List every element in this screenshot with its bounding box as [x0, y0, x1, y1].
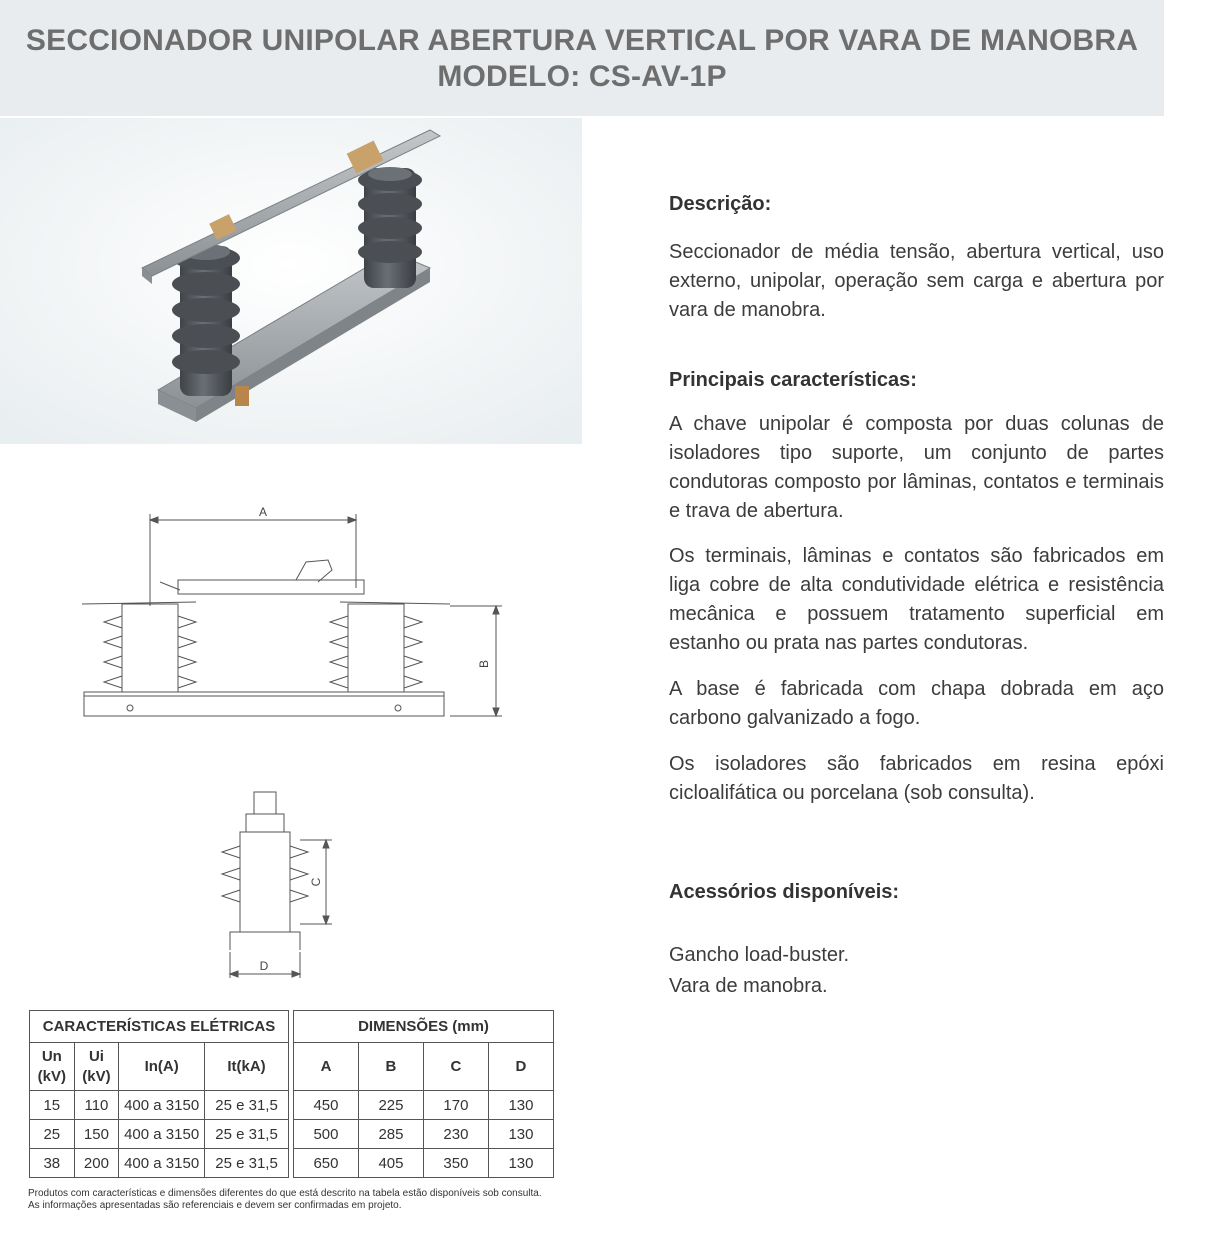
dimension-label-d: D — [259, 959, 269, 973]
page-title: SECCIONADOR UNIPOLAR ABERTURA VERTICAL POR VARA DE MANOBRA — [25, 24, 1139, 57]
table-cell: 130 — [488, 1091, 553, 1120]
header-banner — [0, 0, 1164, 116]
table-header: C — [423, 1043, 488, 1091]
description-heading: Descrição: — [669, 193, 772, 215]
table-cell: 230 — [423, 1120, 488, 1149]
table-row — [294, 1149, 554, 1178]
table-cell: 450 — [294, 1091, 359, 1120]
table-header: B — [358, 1043, 423, 1091]
table-cell: 500 — [294, 1120, 359, 1149]
table-header: D — [488, 1043, 553, 1091]
table-cell: 25 e 31,5 — [205, 1091, 289, 1120]
table-cell: 200 — [74, 1149, 119, 1178]
dimension-label-c: C — [309, 877, 323, 887]
table-cell: 25 e 31,5 — [205, 1149, 289, 1178]
table-cell: 225 — [358, 1091, 423, 1120]
table-cell: 285 — [358, 1120, 423, 1149]
description-body-wrap — [669, 238, 1164, 325]
accessories-section — [669, 878, 1164, 907]
table-cell: 170 — [423, 1091, 488, 1120]
table-cell: 150 — [74, 1120, 119, 1149]
table-cell: 400 a 3150 — [119, 1120, 205, 1149]
characteristics-paragraph-2: Os terminais, lâminas e contatos são fabricados em liga cobre de alta condutividade elétrica e resistência mecânica e possuem tratamento superficial em estanho ou prata nas partes condutoras. — [669, 545, 1164, 654]
footnote-line: Produtos com características e dimensões diferentes do que está descrito na tabela estão disponíveis sob consulta. — [28, 1188, 542, 1199]
table-row — [30, 1091, 289, 1120]
table-cell: 38 — [30, 1149, 75, 1178]
table-header: It(kA) — [205, 1043, 289, 1091]
table-cell: 25 — [30, 1120, 75, 1149]
table-row — [294, 1120, 554, 1149]
characteristics-p1-wrap — [669, 410, 1164, 526]
footnote — [28, 1188, 542, 1212]
table-cell: 15 — [30, 1091, 75, 1120]
table-cell: 110 — [74, 1091, 119, 1120]
table-cell: 350 — [423, 1149, 488, 1178]
accessory-item: Vara de manobra. — [669, 975, 828, 997]
dimension-label-b: B — [477, 659, 491, 669]
table-cell: 25 e 31,5 — [205, 1120, 289, 1149]
accessories-heading: Acessórios disponíveis: — [669, 881, 900, 903]
accessory-item: Gancho load-buster. — [669, 944, 850, 966]
table-header: Un (kV) — [30, 1043, 75, 1091]
table-row — [294, 1091, 554, 1120]
side-view-drawing — [200, 782, 360, 978]
footnote-line: As informações apresentadas são referenciais e devem ser confirmadas em projeto. — [28, 1200, 402, 1211]
table-cell: 650 — [294, 1149, 359, 1178]
characteristics-p2-wrap — [669, 542, 1164, 658]
table-header: Ui (kV) — [74, 1043, 119, 1091]
characteristics-section — [669, 366, 1164, 395]
model-subtitle: MODELO: CS-AV-1P — [437, 60, 727, 93]
product-photo — [0, 118, 582, 444]
table-cell: 130 — [488, 1149, 553, 1178]
table-title: DIMENSÕES (mm) — [294, 1011, 554, 1043]
accessories-list — [669, 940, 1164, 1002]
description-text: Seccionador de média tensão, abertura vertical, uso externo, unipolar, operação sem carga e abertura por vara de manobra. — [669, 241, 1164, 321]
electrical-characteristics-table — [29, 1010, 289, 1178]
table-title: CARACTERÍSTICAS ELÉTRICAS — [30, 1011, 289, 1043]
dimensions-table — [293, 1010, 554, 1178]
characteristics-paragraph-4: Os isoladores são fabricados em resina epóxi cicloalifática ou porcelana (sob consulta). — [669, 753, 1164, 804]
characteristics-heading: Principais características: — [669, 369, 917, 391]
front-view-drawing — [70, 496, 510, 726]
table-header: In(A) — [119, 1043, 205, 1091]
characteristics-paragraph-3: A base é fabricada com chapa dobrada em aço carbono galvanizado a fogo. — [669, 678, 1164, 729]
table-cell: 400 a 3150 — [119, 1091, 205, 1120]
characteristics-p4-wrap — [669, 750, 1164, 808]
description-section — [669, 190, 1164, 219]
table-cell: 405 — [358, 1149, 423, 1178]
characteristics-p3-wrap — [669, 675, 1164, 733]
dimension-label-a: A — [258, 505, 268, 519]
table-cell: 400 a 3150 — [119, 1149, 205, 1178]
table-row — [30, 1149, 289, 1178]
table-cell: 130 — [488, 1120, 553, 1149]
table-row — [30, 1120, 289, 1149]
characteristics-paragraph-1: A chave unipolar é composta por duas colunas de isoladores tipo suporte, um conjunto de partes condutoras composto por lâminas, contatos e terminais e trava de abertura. — [669, 413, 1164, 522]
table-header: A — [294, 1043, 359, 1091]
